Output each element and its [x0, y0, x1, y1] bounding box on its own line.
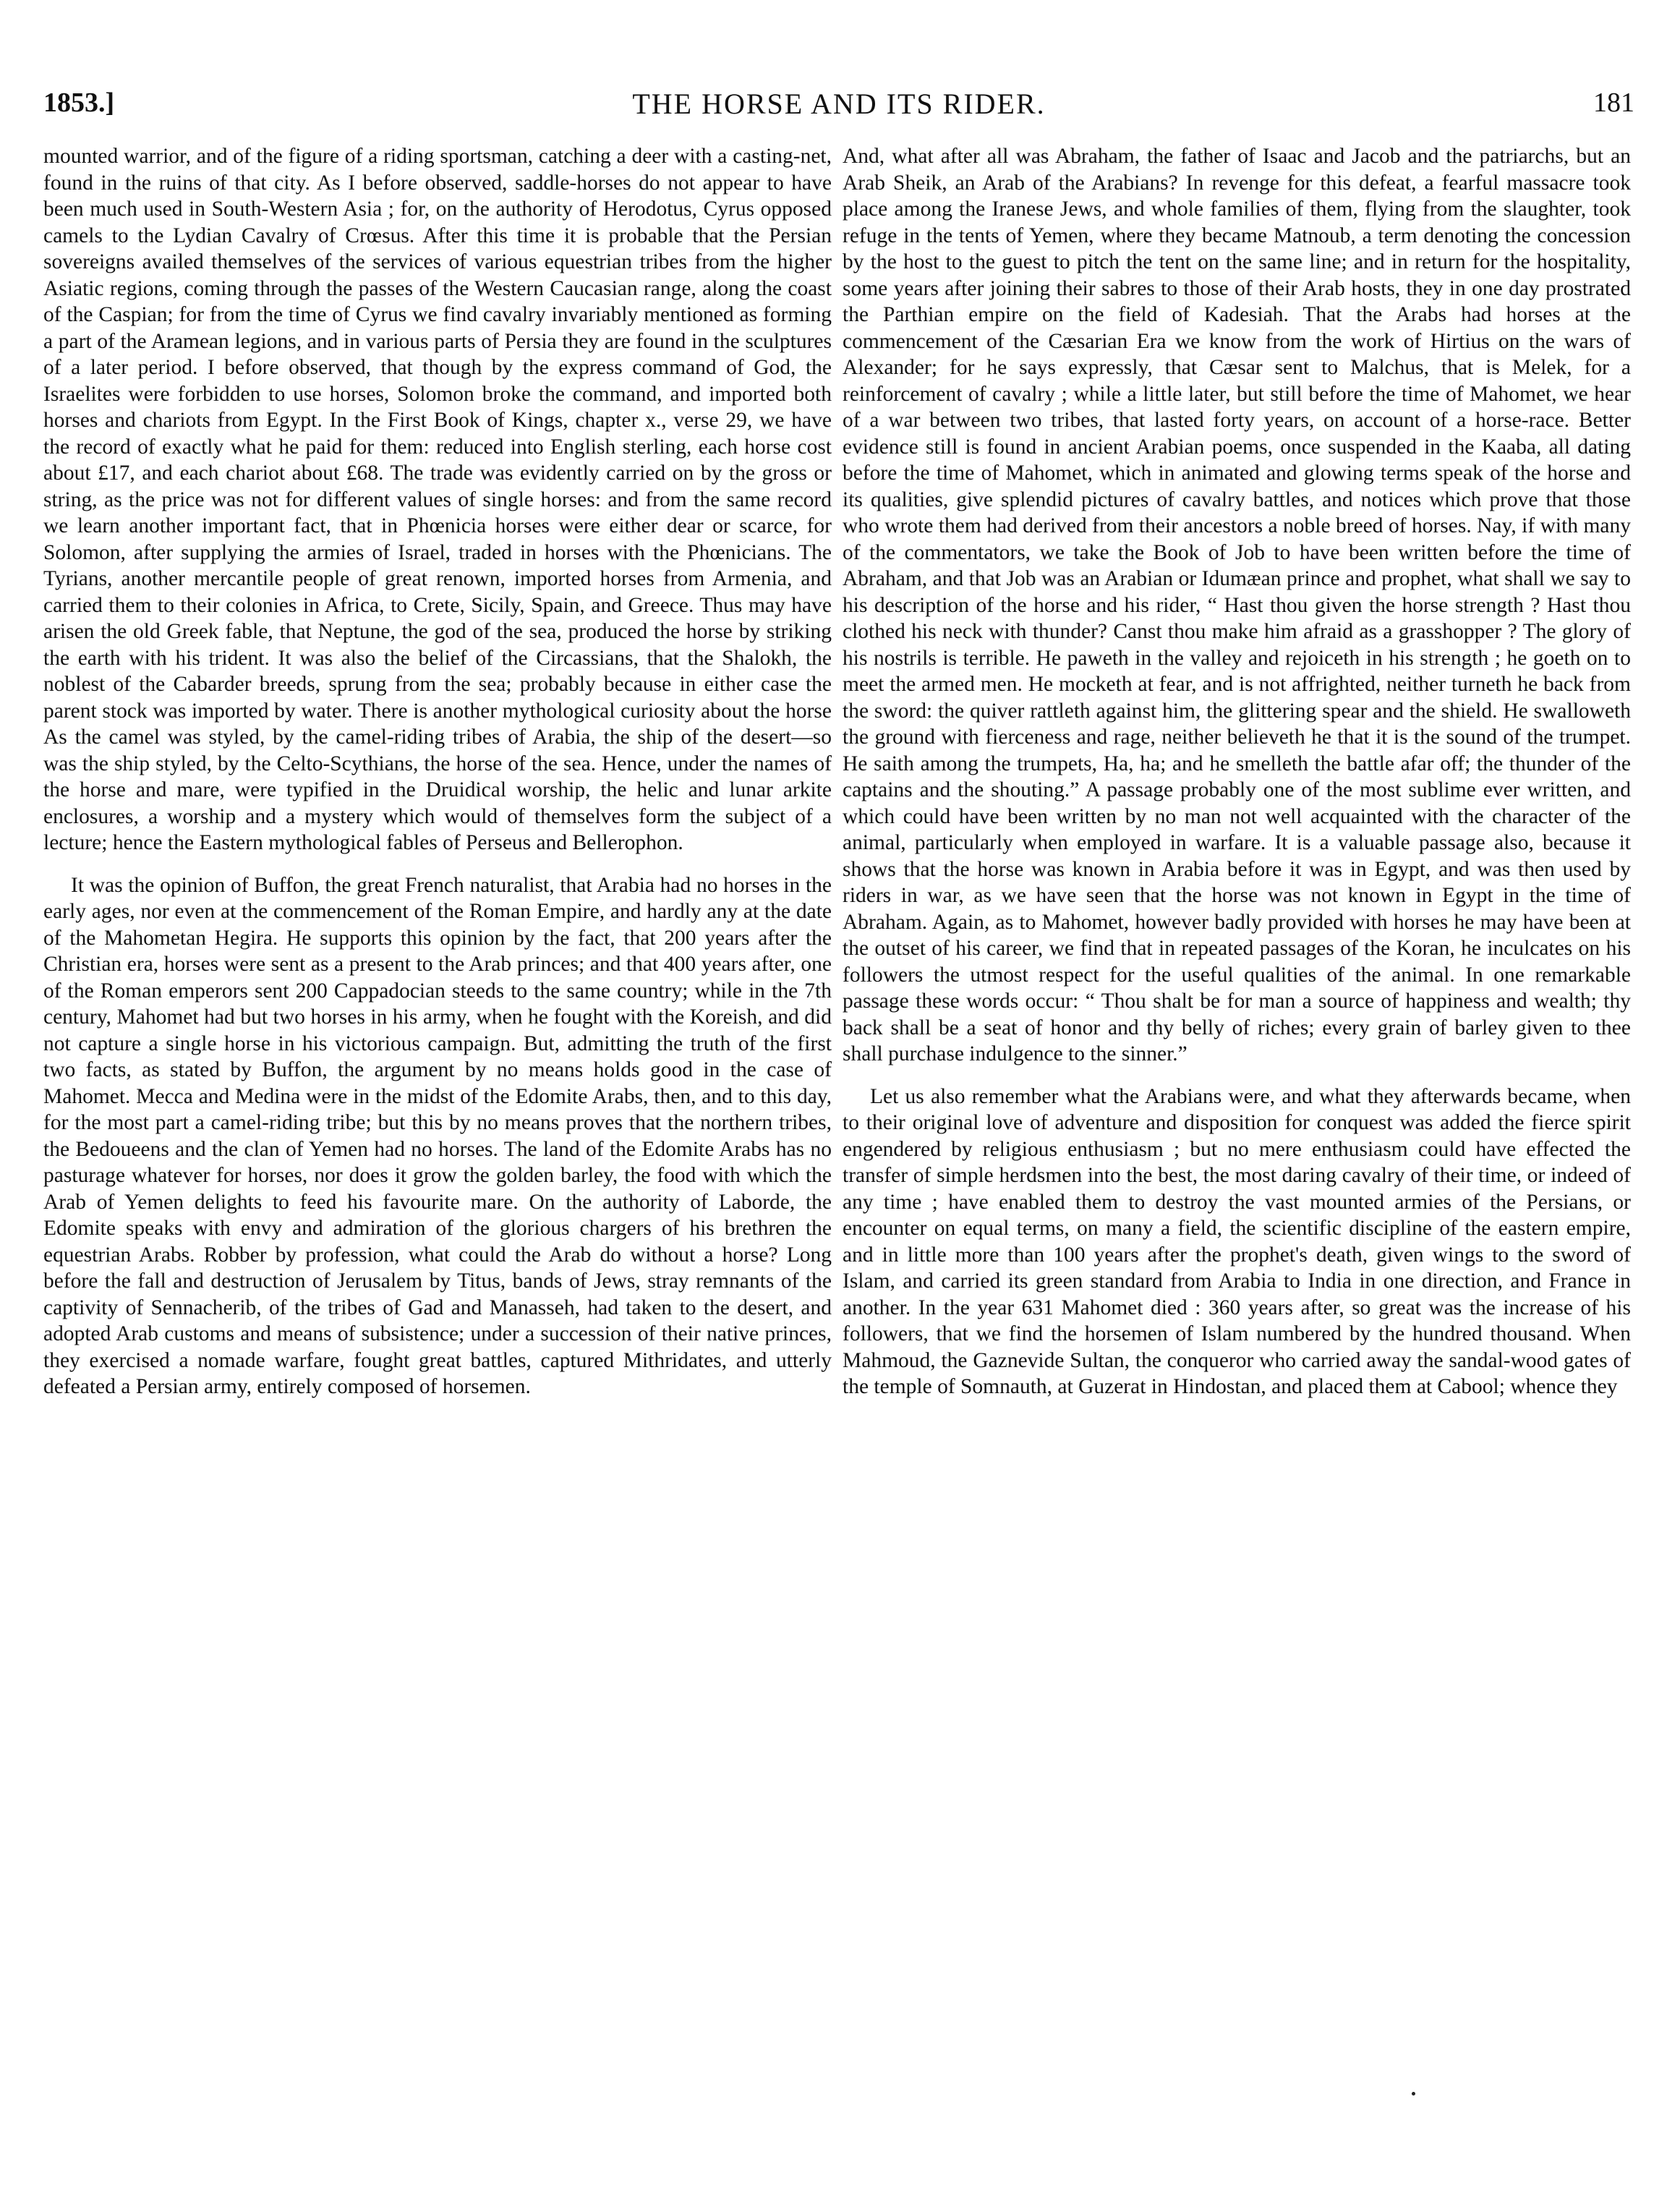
- header-title: THE HORSE AND ITS RIDER.: [632, 88, 1046, 120]
- print-speck: [1412, 2092, 1415, 2095]
- running-header: [43, 87, 1634, 130]
- right-column: [843, 143, 1631, 2154]
- page-number: 181: [1593, 88, 1634, 118]
- paragraph: It was the opinion of Buffon, the great French naturalist, that Arabia had no horses in the early ages, nor even at the commencement of the Roman Empire, and hardly any at the date of the Mahometan Hegira. He supports this opinion by the fact, that 200 years after the Christian era, horses were sent as a present to the Arab princes; and that 400 years after, one of the Roman emperors sent 200 Cappadocian steeds to the same country; while in the 7th century, Mahomet had but two horses in his army, when he fought with the Koreish, and did not capture a single horse in his victorious campaign. But, admitting the truth of the first two facts, as stated by Buffon, the argument by no means holds good in the case of Mahomet. Mecca and Medina were in the midst of the Edomite Arabs, then, and to this day, for the most part a camel-riding tribe; but this by no means proves that the northern tribes, the Bedoueens and the clan of Yemen had no horses. The land of the Edomite Arabs has no pasturage whatever for horses, nor does it grow the golden barley, the food with which the Arab of Yemen delights to feed his favourite mare. On the authority of Laborde, the Edomite speaks with envy and admiration of the glorious chargers of his brethren the equestrian Arabs. Robber by profession, what could the Arab do without a horse? Long before the fall and destruction of Jerusalem by Titus, bands of Jews, stray remnants of the captivity of Sennacherib, of the tribes of Gad and Manasseh, had taken to the desert, and adopted Arab customs and means of subsistence; under a succession of their native princes, they exercised a nomade warfare, fought great battles, captured Mithridates, and utterly defeated a Persian army, entirely composed of horsemen.: [43, 873, 832, 1398]
- left-column: [43, 143, 832, 2154]
- header-year: 1853.]: [43, 88, 115, 118]
- paragraph: mounted warrior, and of the figure of a riding sportsman, catching a deer with a casting-net, found in the ruins of that city. As I before observed, saddle-horses do not appear to have been much used in South-Western Asia ; for, on the authority of Herodotus, Cyrus opposed camels to the Lydian Cavalry of Crœsus. After this time it is probable that the Persian sovereigns availed themselves of the services of various equestrian tribes from the higher Asiatic regions, coming through the passes of the Western Caucasian range, along the coast of the Caspian; for from the time of Cyrus we find cavalry invariably mentioned as forming a part of the Aramean legions, and in various parts of Persia they are found in the sculptures of a later period. I before observed, that though by the express command of God, the Israelites were forbidden to use horses, Solomon broke the command, and imported both horses and chariots from Egypt. In the First Book of Kings, chapter x., verse 29, we have the record of exactly what he paid for them: reduced into English sterling, each horse cost about £17, and each chariot about £68. The trade was evidently carried on by the gross or string, as the price was not for different values of single horses: and from the same record we learn another important fact, that in Phœnicia horses were either dear or scarce, for Solomon, after supplying the armies of Israel, traded in horses with the Phœnicians. The Tyrians, another mercantile people of great renown, imported horses from Armenia, and carried them to their colonies in Africa, to Crete, Sicily, Spain, and Greece. Thus may have arisen the old Greek fable, that Neptune, the god of the sea, produced the horse by striking the earth with his trident. It was also the belief of the Circassians, that the Shalokh, the noblest of the Cabarder breeds, sprung from the sea; probably because in either case the parent stock was imported by water. There is another mythological curiosity about the horse As the camel was styled, by the camel-riding tribes of Arabia, the ship of the desert—so was the ship styled, by the Celto-Scythians, the horse of the sea. Hence, under the names of the horse and mare, were typified in the Druidical worship, the helic and lunar arkite enclosures, a worship and a mystery which would of themselves form the subject of a lecture; hence the Eastern mythological fables of Perseus and Bellerophon.: [43, 145, 832, 854]
- paragraph: Let us also remember what the Arabians were, and what they afterwards became, when to their original love of adventure and disposition for conquest was added the fierce spirit engendered by religious enthusiasm ; but no mere enthusiasm could have effected the transfer of simple herdsmen into the best, the most daring cavalry of their time, or indeed of any time ; have enabled them to destroy the vast mounted armies of the Persians, or encounter on equal terms, on many a field, the scientific discipline of the eastern empire, and in little more than 100 years after the prophet's death, given wings to the sword of Islam, and carried its green standard from Arabia to India in one direction, and France in another. In the year 631 Mahomet died : 360 years after, so great was the increase of his followers, that we find the horsemen of Islam numbered by the hundred thousand. When Mahmoud, the Gaznevide Sultan, the conqueror who carried away the sandal-wood gates of the temple of Somnauth, at Guzerat in Hindostan, and placed them at Cabool; whence they: [843, 1084, 1631, 1398]
- paragraph: And, what after all was Abraham, the father of Isaac and Jacob and the patriarchs, but an Arab Sheik, an Arab of the Arabians? In revenge for this defeat, a fearful massacre took place among the Iranese Jews, and whole families of them, flying from the slaughter, took refuge in the tents of Yemen, where they became Matnoub, a term denoting the concession by the host to the guest to pitch the tent on the same line; and in return for the hospitality, some years after joining their sabres to those of their Arab hosts, they in one day prostrated the Parthian empire on the field of Kadesiah. That the Arabs had horses at the commencement of the Cæsarian Era we know from the work of Hirtius on the wars of Alexander; for he says expressly, that Cæsar sent to Malchus, that is Melek, for a reinforcement of cavalry ; while a little later, but still before the time of Mahomet, we hear of a war between two tribes, that lasted forty years, on account of a horse-race. Better evidence still is found in ancient Arabian poems, once suspended in the Kaaba, all dating before the time of Mahomet, which in animated and glowing terms speak of the horse and its qualities, give splendid pictures of cavalry battles, and notices which prove that those who wrote them had derived from their ancestors a noble breed of horses. Nay, if with many of the commentators, we take the Book of Job to have been written before the time of Abraham, and that Job was an Arabian or Idumæan prince and prophet, what shall we say to his description of the horse and his rider, “ Hast thou given the horse strength ? Hast thou clothed his neck with thunder? Canst thou make him afraid as a grasshopper ? The glory of his nostrils is terrible. He paweth in the valley and rejoiceth in his strength ; he goeth on to meet the armed men. He mocketh at fear, and is not affrighted, neither turneth he back from the sword: the quiver rattleth against him, the glittering spear and the shield. He swalloweth the ground with fierceness and rage, neither believeth he that it is the sound of the trumpet. He saith among the trumpets, Ha, ha; and he smelleth the battle afar off; the thunder of the captains and the shouting.” A passage probably one of the most sublime ever written, and which could have been written by no man not well acquainted with the character of the animal, particularly when employed in warfare. It is a valuable passage also, because it shows that the horse was known in Arabia before it was in Egypt, and was then used by riders in war, as we have seen that the horse was not known in Egypt in the time of Abraham. Again, as to Mahomet, however badly provided with horses he may have been at the outset of his career, we find that in repeated passages of the Koran, he inculcates on his followers the utmost respect for the useful qualities of the animal. In one remarkable passage these words occur: “ Thou shalt be for man a source of happiness and wealth; thy back shall be a seat of honor and thy belly of riches; every grain of barley given to thee shall purchase indulgence to the sinner.”: [843, 145, 1631, 1065]
